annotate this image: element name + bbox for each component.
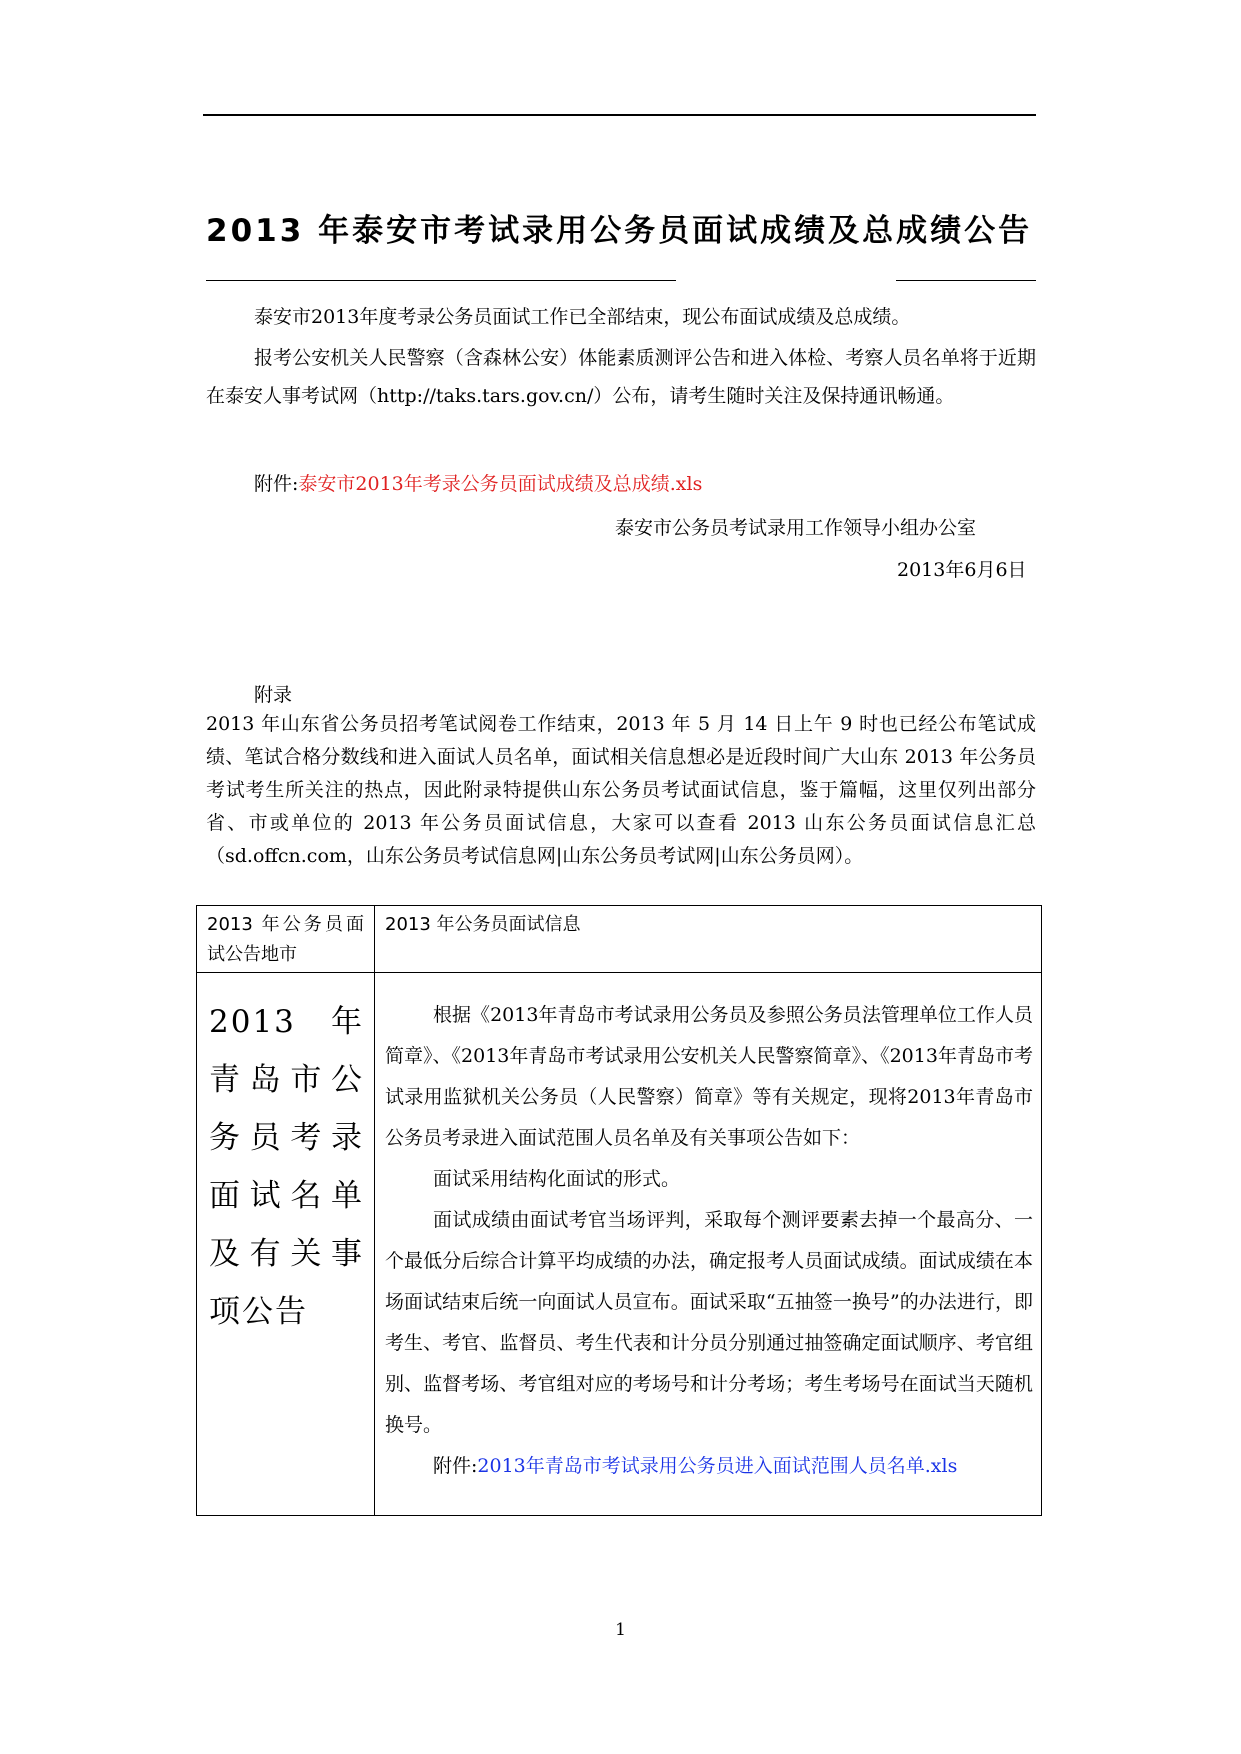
info-cell (375, 973, 1042, 1516)
interview-info-table (196, 905, 1042, 1516)
info-attachment-link[interactable]: 2013年青岛市考试录用公务员进入面试范围人员名单.xls (477, 1455, 958, 1477)
info-paragraph-1: 根据《2013年青岛市考试录用公务员及参照公务员法管理单位工作人员简章》、《2013年青岛市考试录用公安机关人民警察简章》、《2013年青岛市考试录用监狱机关公务员（人民警察）简章》等有关规定，现将2013年青岛市公务员考录进入面试范围人员名单及有关事项公告如下： (385, 1004, 1033, 1149)
city-cell: 2013 年青岛市公务员考录面试名单及有关事项公告 (197, 973, 375, 1516)
appendix-heading: 附录 (254, 684, 293, 706)
page-number: 1 (615, 1620, 626, 1640)
signature-office: 泰安市公务员考试录用工作领导小组办公室 (615, 517, 977, 539)
signature-date: 2013年6月6日 (897, 559, 1027, 581)
table-header-row (197, 906, 1042, 973)
header-city: 2013 年公务员面试公告地市 (197, 906, 375, 973)
table-row (197, 973, 1042, 1516)
notice-paragraph: 报考公安机关人民警察（含森林公安）体能素质测评公告和进入体检、考察人员名单将于近期在泰安人事考试网（http://taks.tars.gov.cn/）公布，请考生随时关注及保持通讯畅通。 (206, 347, 1036, 407)
attachment-line (206, 465, 1036, 503)
appendix-text: 2013 年山东省公务员招考笔试阅卷工作结束，2013 年 5 月 14 日上午 9 时也已经公布笔试成绩、笔试合格分数线和进入面试人员名单，面试相关信息想必是近段时间广大山东 2013 年公务员考试考生所关注的热点，因此附录特提供山东公务员考试面试信息，鉴于篇幅，这里仅列出部分省、市或单位的 2013 年公务员面试信息，大家可以查看 2013 山东公务员面试信息汇总（sd.offcn.com，山东公务员考试信息网|山东公务员考试网|山东公务员网）。 (206, 713, 1036, 867)
attachment-link[interactable]: 泰安市2013年考录公务员面试成绩及总成绩.xls (298, 473, 703, 495)
info-attachment-label: 附件: (433, 1455, 478, 1477)
header-rule (203, 114, 1036, 116)
page-title: 2013 年泰安市考试录用公务员面试成绩及总成绩公告 (206, 213, 1033, 249)
title-underline-left (206, 280, 676, 281)
attachment-label: 附件: (254, 473, 299, 495)
info-paragraph-2: 面试采用结构化面试的形式。 (433, 1168, 681, 1190)
info-attachment-line (385, 1446, 1033, 1487)
header-info: 2013 年公务员面试信息 (375, 906, 1042, 973)
intro-paragraph: 泰安市2013年度考录公务员面试工作已全部结束，现公布面试成绩及总成绩。 (254, 306, 911, 328)
info-paragraph-3: 面试成绩由面试考官当场评判，采取每个测评要素去掉一个最高分、一个最低分后综合计算平均成绩的办法，确定报考人员面试成绩。面试成绩在本场面试结束后统一向面试人员宣布。面试采取“五抽签一换号”的办法进行，即考生、考官、监督员、考生代表和计分员分别通过抽签确定面试顺序、考官组别、监督考场、考官组对应的考场号和计分考场；考生考场号在面试当天随机换号。 (385, 1209, 1033, 1436)
title-underline-right (896, 280, 1036, 281)
